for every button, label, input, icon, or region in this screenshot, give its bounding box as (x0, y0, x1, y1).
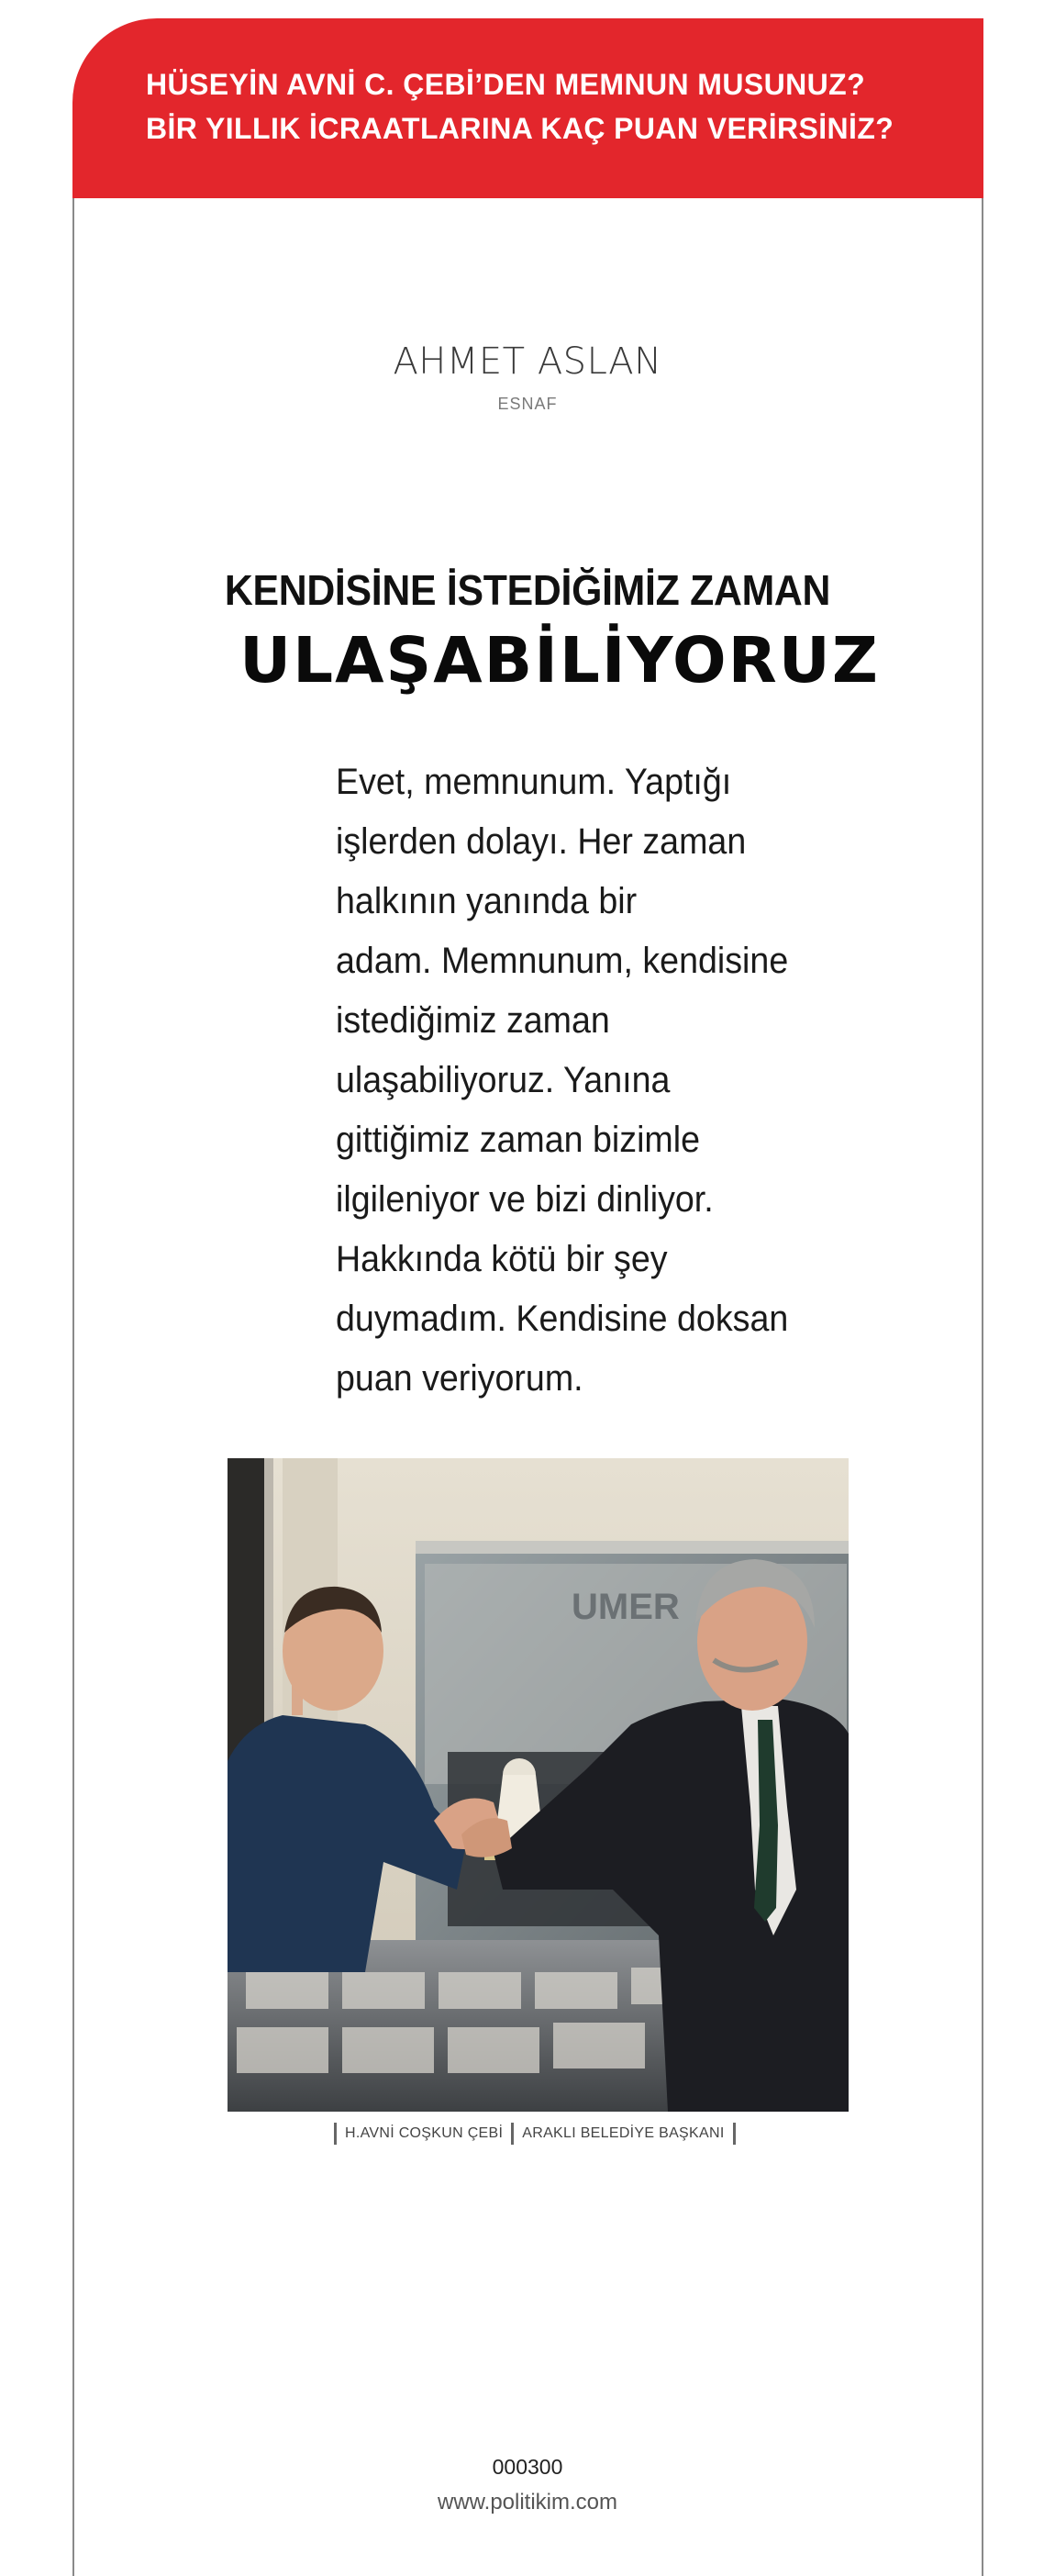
headline-line-2: ULAŞABİLİYORUZ (239, 624, 880, 697)
quote-line: işlerden dolayı. Her zaman (336, 821, 747, 862)
caption-divider (334, 2123, 337, 2145)
interviewee-role: ESNAF (497, 395, 558, 413)
handshake-photo-illustration (228, 1458, 849, 2112)
quote-line: puan veriyorum. (336, 1358, 583, 1399)
question-banner (72, 18, 983, 198)
quote-line: ilgileniyor ve bizi dinliyor. (336, 1179, 714, 1220)
left-border-line (72, 197, 74, 2576)
caption-divider (733, 2123, 736, 2145)
storefront-sign: UMER (572, 1587, 680, 1627)
handshake-photo (228, 1458, 849, 2112)
banner-question-line-1: HÜSEYİN AVNİ C. ÇEBİ’DEN MEMNUN MUSUNUZ? (146, 68, 866, 101)
quote-line: duymadım. Kendisine doksan (336, 1299, 789, 1339)
headline-line-1: KENDİSİNE İSTEDİĞİMİZ ZAMAN (224, 566, 831, 614)
quote-line: ulaşabiliyoruz. Yanına (336, 1060, 671, 1100)
quote-line: halkının yanında bir (336, 881, 638, 921)
interviewee-name: AHMET ASLAN (393, 340, 662, 383)
photo-caption (326, 2120, 744, 2147)
footer-code: 000300 (492, 2455, 563, 2479)
quote-line: Evet, memnunum. Yaptığı (336, 762, 732, 802)
quote-body (336, 753, 818, 1409)
quote-line: istediğimiz zaman (336, 1000, 610, 1041)
quote-line: Hakkında kötü bir şey (336, 1239, 668, 1279)
footer-website-link[interactable]: www.politikim.com (437, 2490, 618, 2515)
caption-divider (511, 2123, 514, 2145)
caption-person-title: ARAKLI BELEDİYE BAŞKANI (522, 2125, 725, 2141)
quote-line: gittiğimiz zaman bizimle (336, 1120, 701, 1160)
right-border-line (982, 197, 983, 2576)
quote-line: adam. Memnunum, kendisine (336, 941, 789, 981)
caption-person-name: H.AVNİ COŞKUN ÇEBİ (345, 2125, 504, 2141)
banner-question-line-2: BİR YILLIK İCRAATLARINA KAÇ PUAN VERİRSİNİZ? (146, 112, 894, 145)
